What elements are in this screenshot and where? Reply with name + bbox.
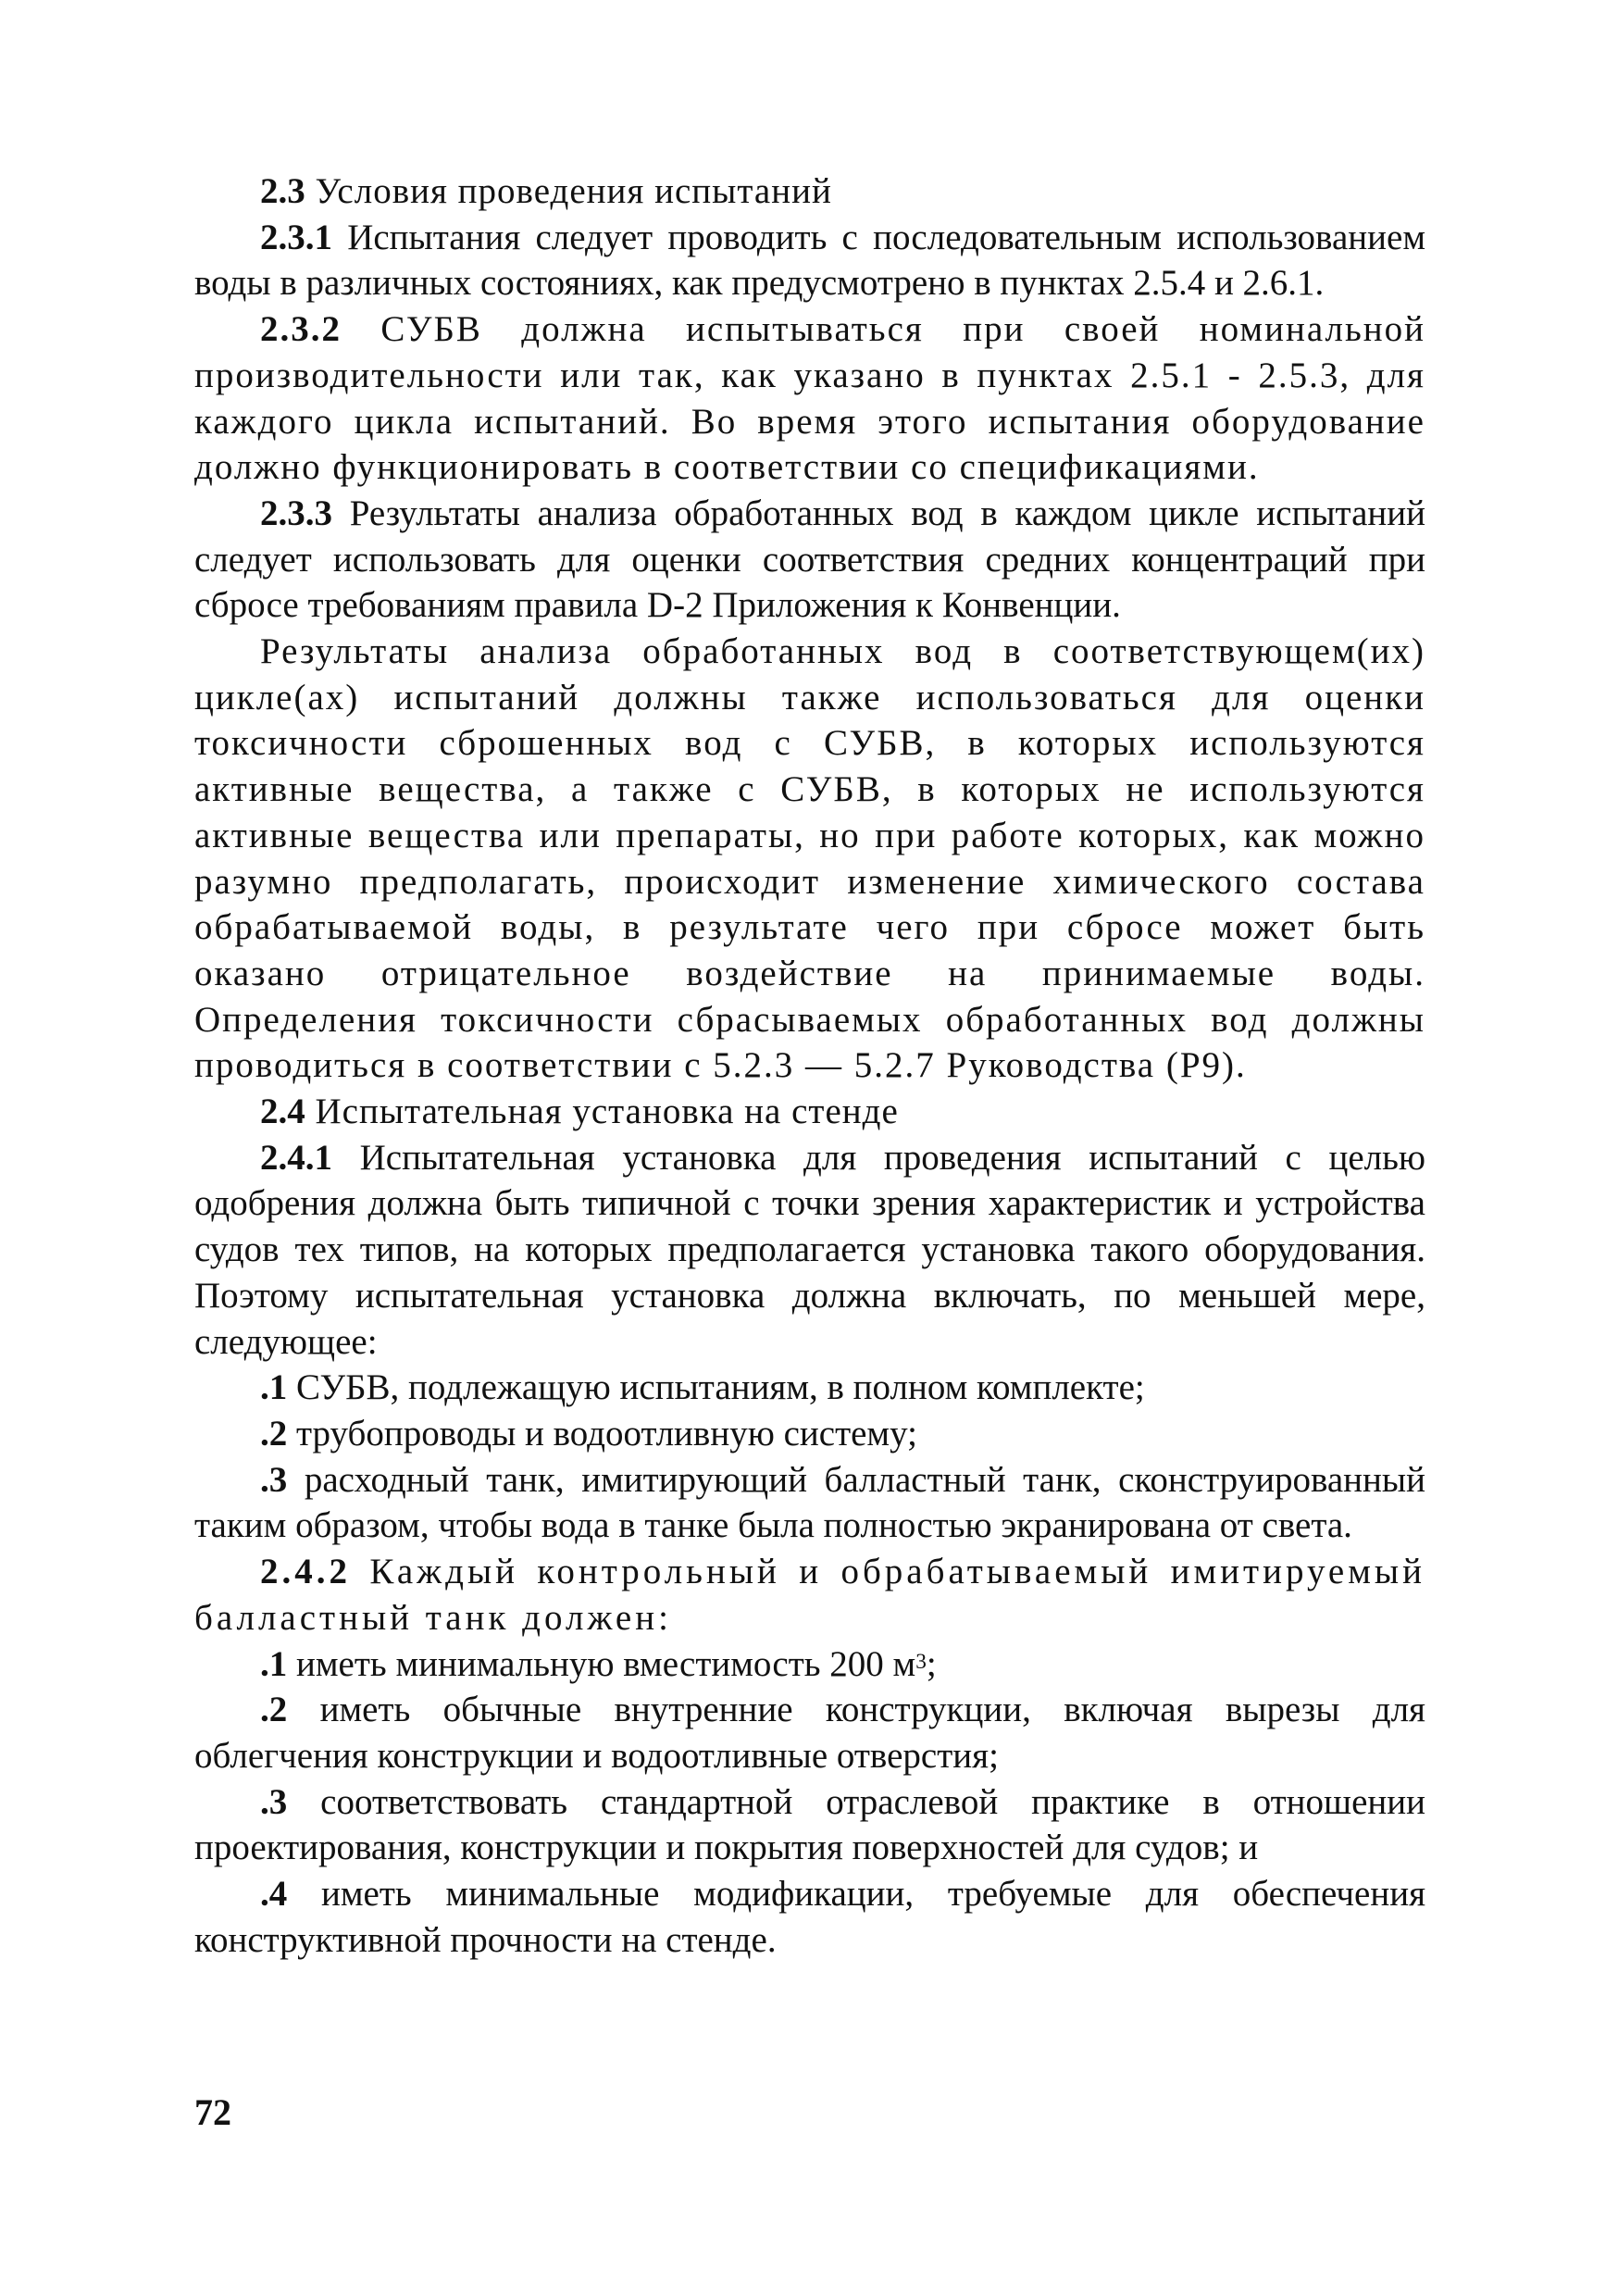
paragraph-number: 2.3.3 <box>260 493 332 533</box>
paragraph-2-4-2 <box>194 1549 1425 1641</box>
list-item-number: .1 <box>260 1367 288 1408</box>
paragraph-2-3-3-continued <box>194 629 1425 1089</box>
section-heading-2-4 <box>194 1089 1425 1135</box>
paragraph-number: 2.4.2 <box>260 1552 351 1592</box>
list-item-text: трубопроводы и водоотливную систему; <box>296 1413 917 1454</box>
list-item <box>194 1641 1425 1688</box>
list-item <box>194 1779 1425 1871</box>
list-item <box>194 1365 1425 1411</box>
paragraph-text: Каждый контрольный и обрабатываемый имитируемый балластный танк должен: <box>194 1552 1425 1638</box>
list-item-text: иметь обычные внутренние конструкции, включая вырезы для облегчения конструкции и водоотливные отверстия; <box>194 1690 1425 1776</box>
list-item <box>194 1457 1425 1549</box>
list-item-text: соответствовать стандартной отраслевой практике в отношении проектирования, конструкции и покрытия поверхностей для судов; и <box>194 1781 1425 1868</box>
list-item <box>194 1871 1425 1963</box>
list-item <box>194 1411 1425 1457</box>
list-item <box>194 1687 1425 1778</box>
document-page <box>194 168 1425 1963</box>
list-item-tail: ; <box>926 1643 937 1684</box>
list-item-text: иметь минимальную вместимость 200 м <box>296 1643 916 1684</box>
paragraph-text: Результаты анализа обработанных вод в каждом цикле испытаний следует использовать для оценки соответствия средних концентраций при сбросе требованиям правила D-2 Приложения к Конвенции. <box>194 493 1425 626</box>
list-item-text: СУБВ, подлежащую испытаниям, в полном комплекте; <box>296 1367 1145 1408</box>
list-item-text: расходный танк, имитирующий балластный танк, сконструированный таким образом, чтобы вода в танке была полностью экранирована от света. <box>194 1459 1426 1546</box>
section-number: 2.4 <box>260 1092 305 1132</box>
paragraph-text: Испытательная установка для проведения испытаний с целью одобрения должна быть типичной с точки зрения характеристик и устройства судов тех типов, на которых предполагается установка такого оборудования. Поэтому испытательная установка должна включать, по меньшей мере, следующее: <box>194 1137 1426 1362</box>
list-item-number: .2 <box>260 1413 288 1454</box>
list-item-number: .2 <box>260 1690 288 1730</box>
list-item-number: .3 <box>260 1781 288 1822</box>
section-title: Испытательная установка на стенде <box>315 1092 899 1132</box>
page-number: 72 <box>194 2091 231 2133</box>
paragraph-number: 2.4.1 <box>260 1137 332 1178</box>
list-item-text: иметь минимальные модификации, требуемые для обеспечения конструктивной прочности на стенде. <box>194 1874 1426 1960</box>
paragraph-text: Испытания следует проводить с последовательным использованием воды в различных состояниях, как предусмотрено в пунктах 2.5.4 и 2.6.1. <box>194 217 1425 304</box>
paragraph-number: 2.3.2 <box>260 309 342 350</box>
section-number: 2.3 <box>260 171 305 211</box>
paragraph-2-3-3 <box>194 491 1425 629</box>
superscript: 3 <box>915 1650 927 1675</box>
list-item-number: .1 <box>260 1643 288 1684</box>
paragraph-text: СУБВ должна испытываться при своей номинальной производительности или так, как указано в пунктах 2.5.1 - 2.5.3, для каждого цикла испытаний. Во время этого испытания оборудование должно функционировать в соответствии со спецификациями. <box>194 309 1425 488</box>
paragraph-2-4-1 <box>194 1135 1425 1366</box>
list-item-number: .3 <box>260 1459 288 1500</box>
paragraph-number: 2.3.1 <box>260 217 332 257</box>
paragraph-2-3-1 <box>194 215 1425 306</box>
section-heading-2-3 <box>194 168 1425 215</box>
section-title: Условия проведения испытаний <box>315 171 832 211</box>
paragraph-text: Результаты анализа обработанных вод в соответствующем(их) цикле(ах) испытаний должны также использоваться для оценки токсичности сброшенных вод с СУБВ, в которых используются активные вещества, а также с СУБВ, в которых не используются активные вещества или препараты, но при работе которых, как можно разумно предполагать, происходит изменение химического состава обрабатываемой воды, в результате чего при сбросе может быть оказано отрицательное воздействие на принимаемые воды. Определения токсичности сбрасываемых обработанных вод должны проводиться в соответствии с 5.2.3 — 5.2.7 Руководства (Р9). <box>194 631 1425 1086</box>
list-item-number: .4 <box>260 1874 288 1915</box>
paragraph-2-3-2 <box>194 306 1425 491</box>
